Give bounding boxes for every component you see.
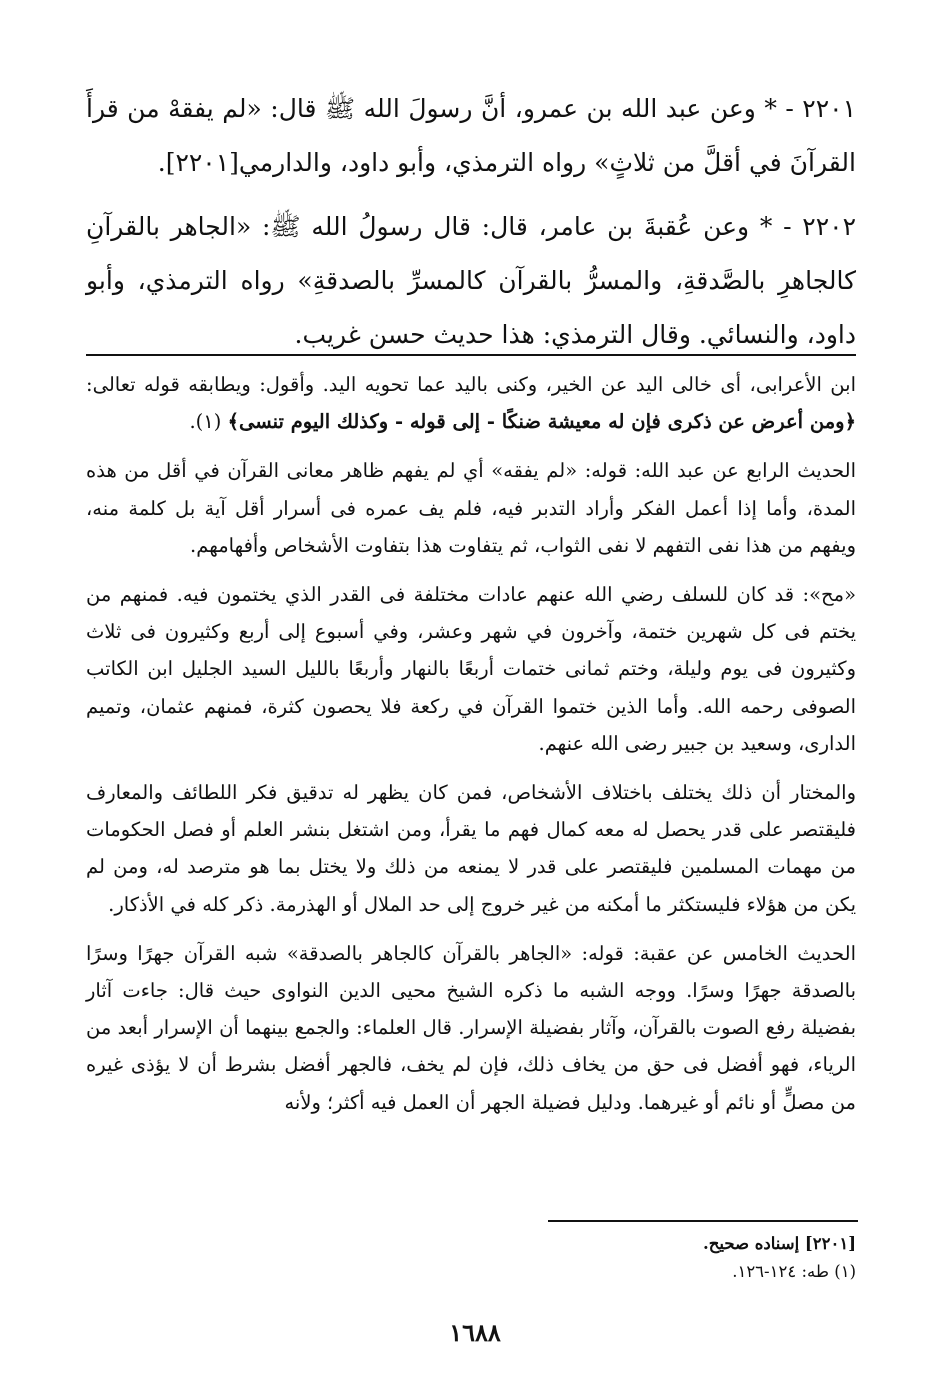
commentary-paragraph: والمختار أن ذلك يختلف باختلاف الأشخاص، فمن كان يظهر له تدقيق فكر اللطائف والمعارف فليقتصر على قدر يحصل له معه كمال فهم ما يقرأ، ومن اشتغل بنشر العلم أو فصل الحكومات من مهمات المسلمين فليقتصر على قدر لا يمنعه من ذلك ولا يختل بما هو مترصد له، ومن لم يكن من هؤلاء فليستكثر ما أمكنه من غير خروج إلى حد الملال أو الهذرمة. ذكر كله في الأذكار. bbox=[86, 781, 856, 916]
footnote-hadith-grade: [٢٢٠١] إسناده صحيح. bbox=[702, 1234, 856, 1253]
hadith-2202: ٢٢٠٢ - * وعن عُقبةَ بن عامر، قال: قال رسولُ الله ﷺ: «الجاهر بالقرآنِ كالجاهرِ بالصَّدقةِ، والمسرُّ بالقرآن كالمسرِّ بالصدقةِ» رواه الترمذي، وأبو داود، والنسائي. وقال الترمذي: هذا حديث حسن غريب. bbox=[86, 212, 856, 349]
footnote-ref: (١). bbox=[189, 410, 222, 434]
hadith-2201: ٢٢٠١ - * وعن عبد الله بن عمرو، أنَّ رسولَ الله ﷺ قال: «لم يفقهْ من قرأَ القرآنَ في أقلَّ من ثلاثٍ» رواه الترمذي، وأبو داود، والدارمي[٢٢٠١]. bbox=[86, 94, 856, 177]
footnotes bbox=[560, 1230, 856, 1286]
quran-verse: ﴿ومن أعرض عن ذكرى فإن له معيشة ضنكًا - إلى قوله - وكذلك اليوم تنسى﴾ bbox=[227, 410, 856, 434]
commentary-paragraph: ابن الأعرابى، أى خالى اليد عن الخير، وكنى باليد عما تحويه اليد. وأقول: ويطابقه قوله تعالى: ﴿ومن أعرض عن ذكرى فإن له معيشة ضنكًا - إلى قوله - وكذلك اليوم تنسى﴾ (١). bbox=[86, 373, 856, 434]
commentary-paragraph: الحديث الرابع عن عبد الله: قوله: «لم يفقه» أي لم يفهم ظاهر معانى القرآن في أقل من هذه المدة، وأما إذا أعمل الفكر وأراد التدبر فيه، فلم يف عمره فى أسرار أقل آية بل كلمة منه، ويفهم من هذا نفى التفهم لا نفى الثواب، ثم يتفاوت هذا بتفاوت الأشخاص وأفهامهم. bbox=[86, 459, 856, 557]
page-number: ١٦٨٨ bbox=[449, 1318, 501, 1347]
footnote-divider bbox=[548, 1220, 858, 1222]
hadith-section bbox=[86, 82, 856, 372]
commentary-section bbox=[86, 366, 856, 1133]
footnote-quran-ref: (١) طه: ١٢٤-١٢٦. bbox=[732, 1262, 856, 1281]
commentary-paragraph: الحديث الخامس عن عقبة: قوله: «الجاهر بالقرآن كالجاهر بالصدقة» شبه القرآن جهرًا وسرًا بالصدقة جهرًا وسرًا. ووجه الشبه ما ذكره الشيخ محيى الدين النواوى حيث قال: جاءت آثار بفضيلة رفع الصوت بالقرآن، وآثار بفضيلة الإسرار. قال العلماء: والجمع بينهما أن الإسرار أبعد من الرياء، فهو أفضل فى حق من يخاف ذلك، فإن لم يخف، فالجهر أفضل بشرط أن لا يؤذى غيره من مصلٍّ أو نائم أو غيرهما. ودليل فضيلة الجهر أن العمل فيه أكثر؛ ولأنه bbox=[86, 941, 856, 1114]
section-divider bbox=[86, 354, 856, 356]
commentary-paragraph: «مح»: قد كان للسلف رضي الله عنهم عادات مختلفة فى القدر الذي يختمون فيه. فمنهم من يختم فى كل شهرين ختمة، وآخرون في شهر وعشر، وفي أسبوع إلى أربع وكثيرون فى ثلاث وكثيرون فى يوم وليلة، وختم ثمانى ختمات أربعًا بالنهار وأربعًا بالليل السيد الجليل ابن الكاتب الصوفى رحمه الله. وأما الذين ختموا القرآن في ركعة فلا يحصون كثرة، فمنهم عثمان، وتميم الدارى، وسعيد بن جبير رضى الله عنهم. bbox=[86, 583, 856, 755]
